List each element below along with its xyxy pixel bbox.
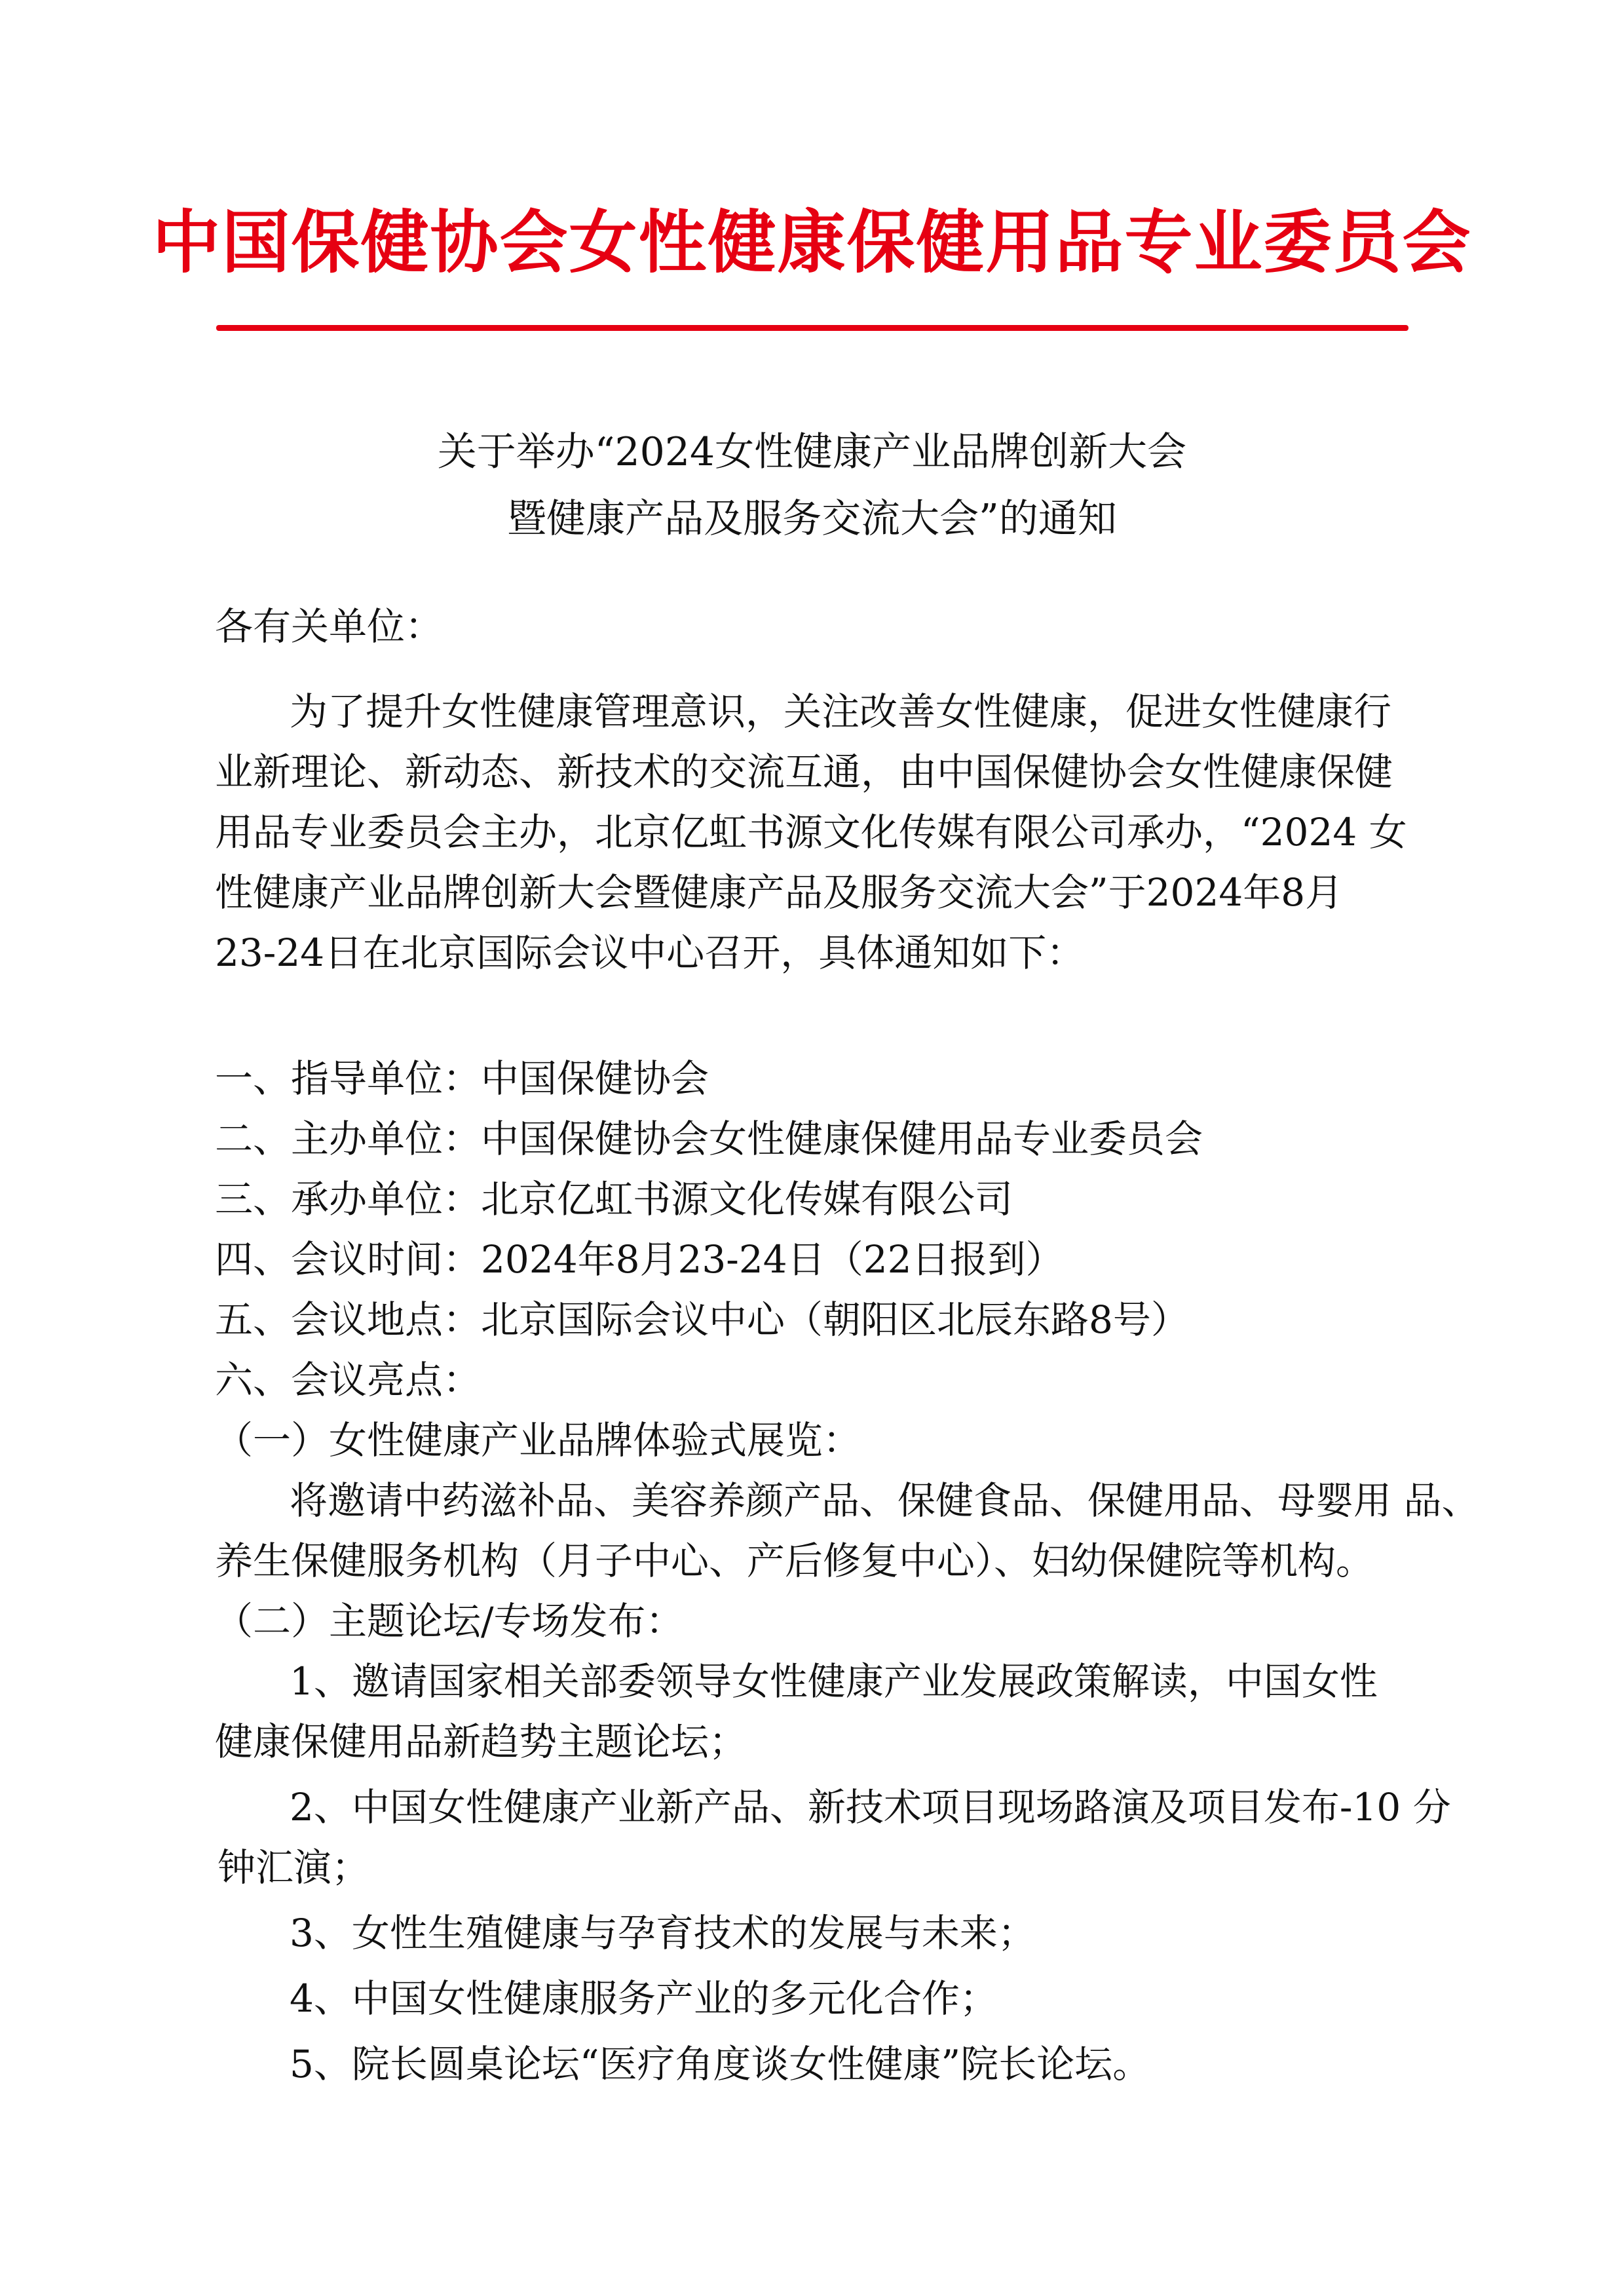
salutation: 各有关单位：	[215, 604, 444, 649]
intro-line: 性健康产业品牌创新大会暨健康产品及服务交流大会”于2024年8月	[215, 870, 1344, 915]
section-meeting-time: 四、会议时间：2024年8月23-24日（22日报到）	[215, 1237, 1064, 1282]
section-guide-unit: 一、指导单位：中国保健协会	[215, 1056, 709, 1101]
letterhead-red-rule	[216, 325, 1408, 331]
letterhead-org-name: 中国保健协会女性健康保健用品专业委员会	[152, 202, 1472, 282]
section-organizer-unit: 三、承办单位：北京亿虹书源文化传媒有限公司	[215, 1177, 1013, 1221]
section-meeting-venue: 五、会议地点：北京国际会议中心（朝阳区北辰东路8号）	[215, 1297, 1189, 1342]
highlight-2-heading: （二）主题论坛/专场发布：	[215, 1599, 684, 1643]
highlight-1-line: 养生保健服务机构（月子中心、产后修复中心）、妇幼保健院等机构。	[215, 1539, 1374, 1583]
highlight-2-item: 2、中国女性健康产业新产品、新技术项目现场路演及项目发布-10 分	[290, 1785, 1451, 1829]
highlight-2-item: 5、院长圆桌论坛“医疗角度谈女性健康”院长论坛。	[290, 2042, 1151, 2086]
highlight-2-item: 3、女性生殖健康与孕育技术的发展与未来；	[290, 1911, 1036, 1955]
document-title-line-2: 暨健康产品及服务交流大会”的通知	[507, 496, 1117, 542]
highlight-1-line: 将邀请中药滋补品、美容养颜产品、保健食品、保健用品、母婴用 品、	[290, 1478, 1480, 1523]
highlight-2-item: 钟汇演；	[217, 1845, 370, 1890]
highlight-1-heading: （一）女性健康产业品牌体验式展览：	[215, 1418, 861, 1463]
intro-line: 23-24日在北京国际会议中心召开，具体通知如下：	[215, 930, 1085, 975]
highlight-2-item: 1、邀请国家相关部委领导女性健康产业发展政策解读，中国女性	[290, 1659, 1378, 1704]
highlight-2-item: 健康保健用品新趋势主题论坛；	[215, 1719, 747, 1764]
intro-line: 为了提升女性健康管理意识，关注改善女性健康，促进女性健康行	[290, 689, 1392, 734]
section-highlights: 六、会议亮点：	[215, 1358, 482, 1402]
highlight-2-item: 4、中国女性健康服务产业的多元化合作；	[290, 1976, 998, 2021]
section-host-unit: 二、主办单位：中国保健协会女性健康保健用品专业委员会	[215, 1117, 1203, 1161]
document-title-line-1: 关于举办“2024女性健康产业品牌创新大会	[437, 429, 1187, 475]
intro-line: 用品专业委员会主办，北京亿虹书源文化传媒有限公司承办，“2024 女	[215, 810, 1407, 854]
intro-line: 业新理论、新动态、新技术的交流互通，由中国保健协会女性健康保健	[215, 750, 1393, 794]
